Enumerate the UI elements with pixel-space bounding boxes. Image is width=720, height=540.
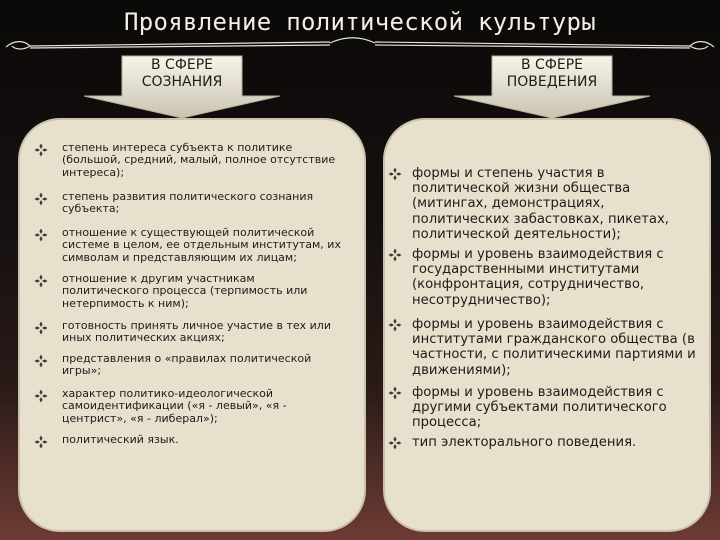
list-item: готовность принять личное участие в тех или иных политических акциях; (34, 320, 364, 345)
arrow-label-consciousness: В СФЕРЕ СОЗНАНИЯ (141, 57, 223, 90)
list-item: формы и уровень взаимодействия с институтами гражданского общества (в частности, с политическими партиями и движениями); (388, 317, 706, 378)
list-item: политический язык. (34, 434, 364, 446)
list-item: характер политико-идеологической самоидентификации («я - левый», «я - центрист», «я - либерал»); (34, 388, 364, 425)
list-item: формы и степень участия в политической жизни общества (митингах, демонстрациях, политических забастовках, пикетах, политической деятельности); (388, 166, 706, 242)
list-item: формы и уровень взаимодействия с государственными институтами (конфронтация, сотрудничество, несотрудничество); (388, 247, 706, 308)
decorative-divider (0, 34, 720, 54)
diamond-bullet-icon (34, 353, 48, 367)
diamond-bullet-icon (388, 435, 402, 449)
diamond-bullet-icon (34, 273, 48, 287)
diamond-bullet-icon (34, 388, 48, 402)
list-item: тип электорального поведения. (388, 435, 706, 450)
list-item: степень интереса субъекта к политике (большой, средний, малый, полное отсутствие интереса); (34, 142, 364, 179)
behavior-list (388, 166, 706, 466)
diamond-bullet-icon (388, 317, 402, 331)
diamond-bullet-icon (34, 434, 48, 448)
list-item: степень развития политического сознания субъекта; (34, 191, 364, 216)
diamond-bullet-icon (34, 191, 48, 205)
diamond-bullet-icon (388, 247, 402, 261)
diamond-bullet-icon (34, 320, 48, 334)
list-item: отношение к другим участникам политического процесса (терпимость или нетерпимость к ним); (34, 273, 364, 310)
list-item: отношение к существующей политической системе в целом, ее отдельным институтам, их символам и представляющим их лицам; (34, 227, 364, 264)
diamond-bullet-icon (388, 166, 402, 180)
page-title: Проявление политической культуры (124, 8, 596, 36)
diamond-bullet-icon (388, 385, 402, 399)
diamond-bullet-icon (34, 227, 48, 241)
list-item: представления о «правилах политической игры»; (34, 353, 364, 378)
list-item: формы и уровень взаимодействия с другими субъектами политического процесса; (388, 385, 706, 431)
diamond-bullet-icon (34, 142, 48, 156)
consciousness-list (34, 142, 364, 462)
arrow-label-behavior: В СФЕРЕ ПОВЕДЕНИЯ (506, 57, 598, 90)
